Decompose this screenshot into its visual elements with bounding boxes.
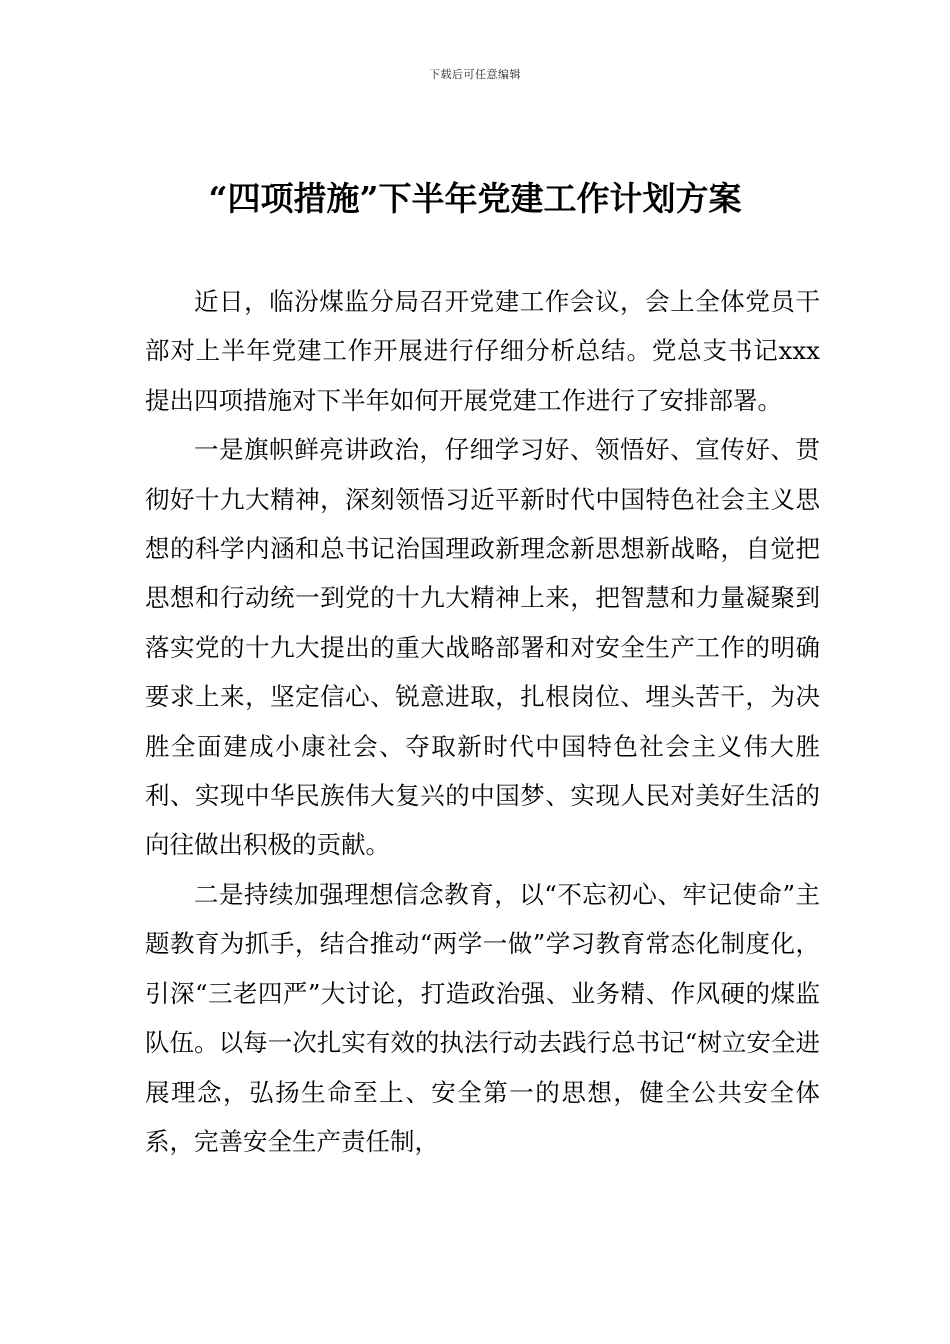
paragraph-intro: 近日，临汾煤监分局召开党建工作会议，会上全体党员干部对上半年党建工作开展进行仔细分析总结。党总支书记xxx提出四项措施对下半年如何开展党建工作进行了安排部署。 xyxy=(145,287,820,415)
header-note: 下载后可任意编辑 xyxy=(429,68,521,81)
document-title: “四项措施”下半年党建工作计划方案 xyxy=(208,179,742,218)
paragraph-measure-two: 二是持续加强理想信念教育，以“不忘初心、牢记使命”主题教育为抓手，结合推动“两学一做”学习教育常态化制度化，引深“三老四严”大讨论，打造政治强、业务精、作风硬的煤监队伍。以每一次扎实有效的执法行动去践行总书记“树立安全进展理念，弘扬生命至上、安全第一的思想，健全公共安全体系，完善安全生产责任制， xyxy=(145,879,820,1156)
paragraph-measure-one: 一是旗帜鲜亮讲政治，仔细学习好、领悟好、宣传好、贯彻好十九大精神，深刻领悟习近平新时代中国特色社会主义思想的科学内涵和总书记治国理政新理念新思想新战略，自觉把思想和行动统一到党的十九大精神上来，把智慧和力量凝聚到落实党的十九大提出的重大战略部署和对安全生产工作的明确要求上来，坚定信心、锐意进取，扎根岗位、埋头苦干，为决胜全面建成小康社会、夺取新时代中国特色社会主义伟大胜利、实现中华民族伟大复兴的中国梦、实现人民对美好生活的向往做出积极的贡献。 xyxy=(145,435,820,860)
document-body xyxy=(145,277,820,1166)
